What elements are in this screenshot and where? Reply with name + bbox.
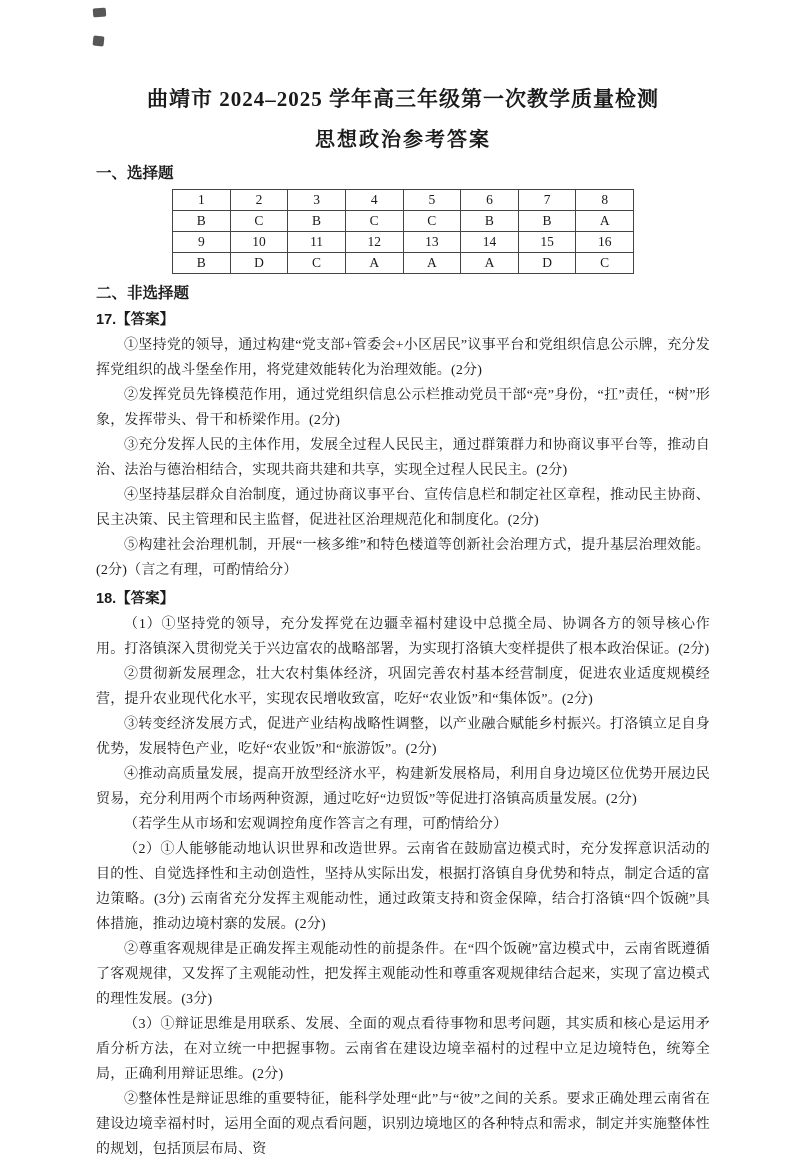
answer-paragraph: （1）①坚持党的领导，充分发挥党在边疆幸福村建设中总揽全局、协调各方的领导核心作用。打洛镇深入贯彻党关于兴边富农的战略部署，为实现打洛镇大变样提供了根本政治保证。(2分): [96, 617, 710, 657]
answer-paragraph: ③转变经济发展方式，促进产业结构战略性调整，以产业融合赋能乡村振兴。打洛镇立足自身优势，发展特色产业，吃好“农业饭”和“旅游饭”。(2分): [96, 717, 710, 757]
table-cell: 11: [288, 232, 346, 253]
table-row-answers-1: [173, 211, 634, 232]
table-cell: 2: [230, 190, 288, 211]
answer-paragraph: ④坚持基层群众自治制度，通过协商议事平台、宣传信息栏和制定社区章程，推动民主协商、民主决策、民主管理和民主监督，促进社区治理规范化和制度化。(2分): [96, 488, 710, 528]
answer-paragraph: ②贯彻新发展理念，壮大农村集体经济，巩固完善农村基本经营制度，促进农业适度规模经营，提升农业现代化水平，实现农民增收致富，吃好“农业饭”和“集体饭”。(2分): [96, 667, 710, 707]
scan-artifact: [93, 8, 107, 18]
table-cell: 14: [461, 232, 519, 253]
table-cell: 5: [403, 190, 461, 211]
table-cell: 7: [518, 190, 576, 211]
answer-paragraph: （2）①人能够能动地认识世界和改造世界。云南省在鼓励富边模式时，充分发挥意识活动的目的性、自觉选择性和主动创造性，坚持从实际出发，根据打洛镇自身优势和特点，制定合适的富边策略。(3分) 云南省充分发挥主观能动性，通过政策支持和资金保障，结合打洛镇“四个饭碗”具体措施，推动边境村寨的发展。(2分): [96, 842, 710, 932]
table-cell: 8: [576, 190, 634, 211]
table-cell: 13: [403, 232, 461, 253]
table-cell: 9: [173, 232, 231, 253]
section-heading-choice: 一、选择题: [96, 165, 174, 182]
table-cell: 15: [518, 232, 576, 253]
answer-paragraph: （若学生从市场和宏观调控角度作答言之有理，可酌情给分）: [124, 817, 508, 832]
table-row-question-numbers-2: [173, 232, 634, 253]
table-row-question-numbers-1: [173, 190, 634, 211]
table-cell: A: [345, 253, 403, 274]
table-cell: C: [403, 211, 461, 232]
table-cell: B: [461, 211, 519, 232]
table-row-answers-2: [173, 253, 634, 274]
table-cell: A: [461, 253, 519, 274]
table-cell: 12: [345, 232, 403, 253]
section-heading-non-choice: 二、非选择题: [96, 285, 190, 302]
table-cell: 10: [230, 232, 288, 253]
table-cell: 4: [345, 190, 403, 211]
answer-paragraph: ②整体性是辩证思维的重要特征，能科学处理“此”与“彼”之间的关系。要求正确处理云南省在建设边境幸福村时，运用全面的观点看问题，识别边境地区的各种特点和需求，制定并实施整体性的规划，包括顶层布局、资: [96, 1092, 710, 1157]
question-18-label: 18.【答案】: [96, 591, 175, 607]
document-title: 曲靖市 2024–2025 学年高三年级第一次教学质量检测: [147, 87, 659, 111]
table-cell: C: [576, 253, 634, 274]
table-cell: B: [518, 211, 576, 232]
answer-paragraph: ①坚持党的领导，通过构建“党支部+管委会+小区居民”议事平台和党组织信息公示牌，充分发挥党组织的战斗堡垒作用，将党建效能转化为治理效能。(2分): [96, 338, 710, 378]
table-cell: B: [173, 211, 231, 232]
answer-paragraph: （3）①辩证思维是用联系、发展、全面的观点看待事物和思考问题，其实质和核心是运用矛盾分析方法，在对立统一中把握事物。云南省在建设边境幸福村的过程中立足边境特色，统筹全局，正确利用辩证思维。(2分): [96, 1017, 710, 1082]
question-17-label: 17.【答案】: [96, 312, 175, 328]
table-cell: A: [576, 211, 634, 232]
answer-paragraph: ②发挥党员先锋模范作用，通过党组织信息公示栏推动党员干部“亮”身份，“扛”责任，“树”形象，发挥带头、骨干和桥梁作用。(2分): [96, 388, 710, 428]
document-subtitle: 思想政治参考答案: [315, 129, 491, 151]
answer-paragraph: ③充分发挥人民的主体作用，发展全过程人民民主，通过群策群力和协商议事平台等，推动自治、法治与德治相结合，实现共商共建和共享，实现全过程人民民主。(2分): [96, 438, 710, 478]
answer-paragraph: ④推动高质量发展，提高开放型经济水平，构建新发展格局，利用自身边境区位优势开展边民贸易，充分利用两个市场两种资源，通过吃好“边贸饭”等促进打洛镇高质量发展。(2分): [96, 767, 710, 807]
table-cell: D: [518, 253, 576, 274]
scan-artifact: [93, 35, 105, 46]
table-cell: 1: [173, 190, 231, 211]
table-cell: D: [230, 253, 288, 274]
answer-paragraph: ②尊重客观规律是正确发挥主观能动性的前提条件。在“四个饭碗”富边模式中，云南省既遵循了客观规律，又发挥了主观能动性，把发挥主观能动性和尊重客观规律结合起来，实现了富边模式的理性发展。(3分): [96, 942, 710, 1007]
table-cell: 6: [461, 190, 519, 211]
table-cell: A: [403, 253, 461, 274]
table-cell: B: [288, 211, 346, 232]
choice-answer-table: [172, 189, 634, 274]
table-cell: C: [230, 211, 288, 232]
answer-paragraph: ⑤构建社会治理机制，开展“一核多维”和特色楼道等创新社会治理方式，提升基层治理效能。(2分)（言之有理，可酌情给分）: [96, 538, 710, 578]
table-cell: C: [288, 253, 346, 274]
table-cell: 3: [288, 190, 346, 211]
table-cell: 16: [576, 232, 634, 253]
table-cell: C: [345, 211, 403, 232]
table-cell: B: [173, 253, 231, 274]
